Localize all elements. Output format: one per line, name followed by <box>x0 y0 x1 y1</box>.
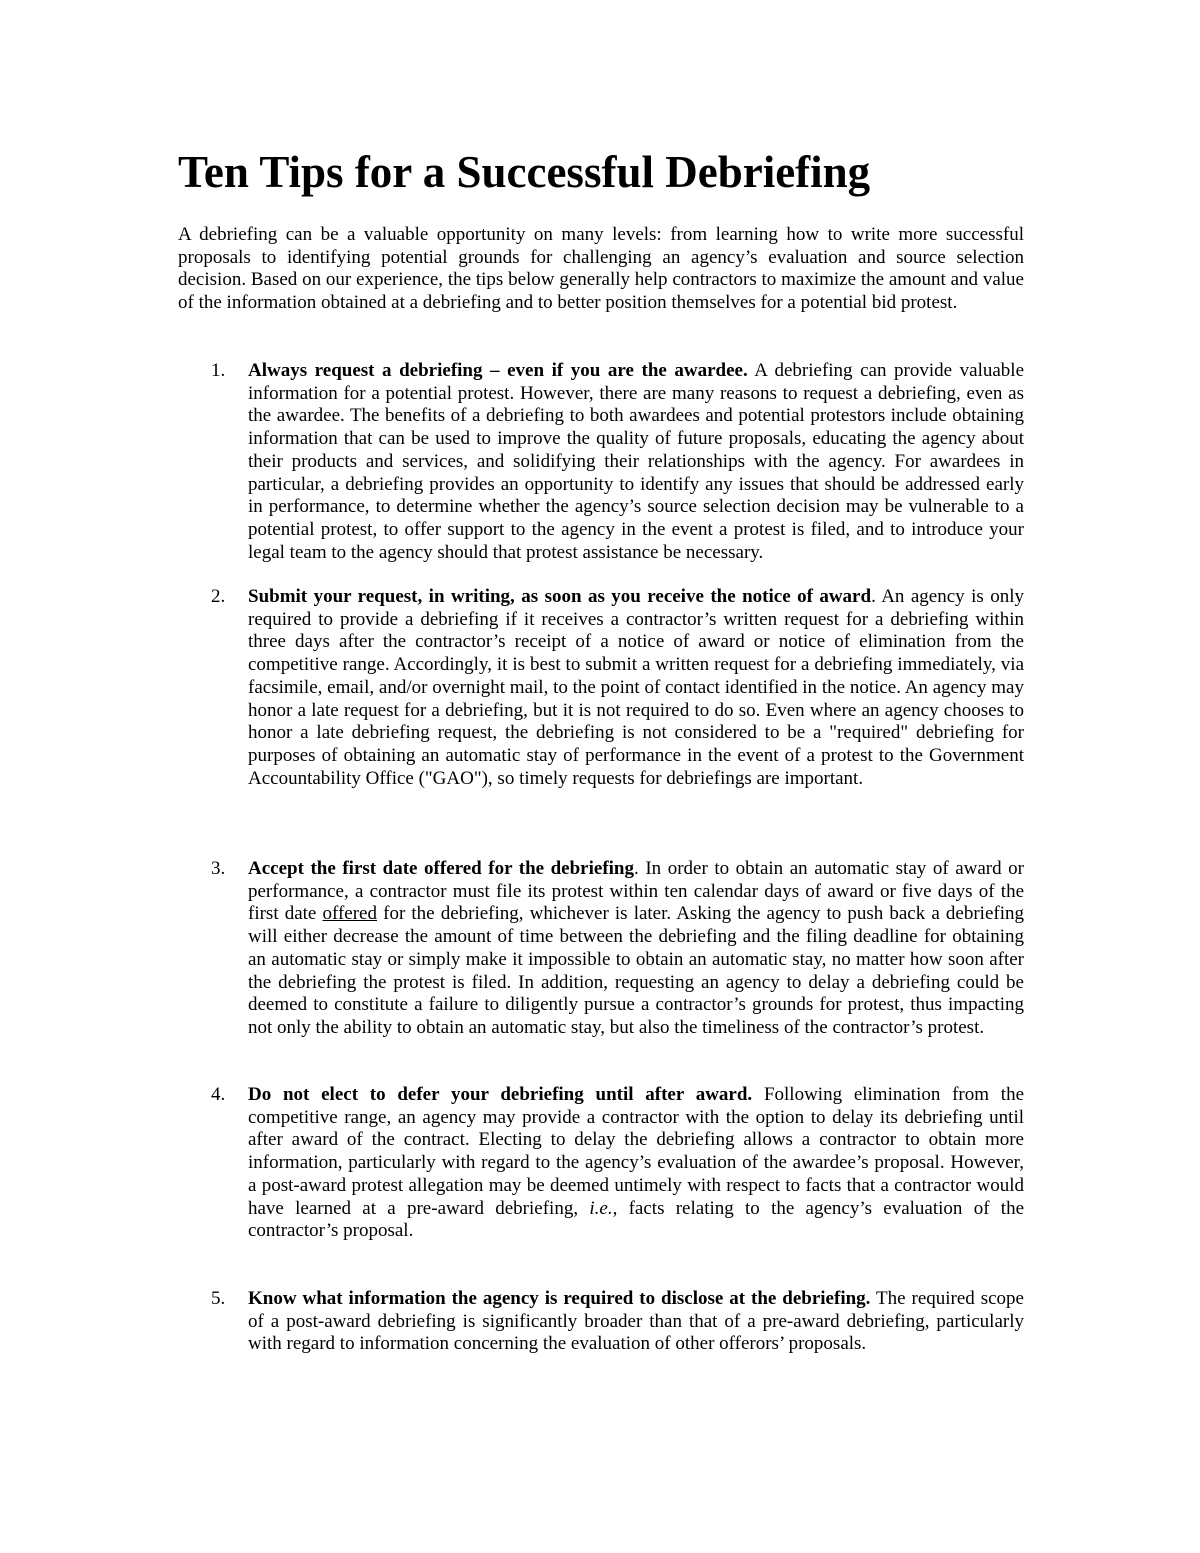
tip-heading: Always request a debriefing – even if you are the awardee. <box>248 360 748 381</box>
tip-item-2 <box>211 586 1024 790</box>
tip-body: . An agency is only required to provide a debriefing if it receives a contractor’s written request for a debriefing within three days after the contractor’s receipt of a notice of award or notice of elimination from the competitive range. Accordingly, it is best to submit a written request for a debriefing immediately, via facsimile, email, and/or overnight mail, to the point of contact identified in the notice. An agency may honor a late request for a debriefing, but it is not required to do so. Even where an agency chooses to honor a late debriefing request, the debriefing is not considered to be a "required" debriefing for purposes of obtaining an automatic stay of performance in the event of a protest to the Government Accountability Office ("GAO"), so timely requests for debriefings are important. <box>248 586 1024 789</box>
tip-number: 1. <box>211 360 226 381</box>
tip-body-end: for the debriefing, whichever is later. Asking the agency to push back a debriefing will either decrease the amount of time between the debriefing and the filing deadline for obtaining an automatic stay or simply make it impossible to obtain an automatic stay, no matter how soon after the debriefing the protest is filed. In addition, requesting an agency to delay a debriefing could be deemed to constitute a failure to diligently pursue a contractor’s grounds for protest, thus impacting not only the ability to obtain an automatic stay, but also the timeliness of the contractor’s protest. <box>248 903 1024 1038</box>
tip-body-start: Following elimination from the competitive range, an agency may provide a contractor with the option to delay its debriefing until after award of the contract. Electing to delay the debriefing allows a contractor to obtain more information, particularly with regard to the agency’s evaluation of the awardee’s proposal. However, a post-award protest allegation may be deemed untimely with respect to facts that a contractor would have learned at a pre-award debriefing, <box>248 1084 1025 1219</box>
tip-heading: Submit your request, in writing, as soon as you receive the notice of award <box>248 586 872 607</box>
tip-heading: Know what information the agency is required to disclose at the debriefing. <box>248 1288 871 1309</box>
intro-paragraph: A debriefing can be a valuable opportunity on many levels: from learning how to write more successful proposals to identifying potential grounds for challenging an agency’s evaluation and source selection decision. Based on our experience, the tips below generally help contractors to maximize the amount and value of the information obtained at a debriefing and to better position themselves for a potential bid protest. <box>178 224 1024 314</box>
tip-item-4 <box>211 1084 1025 1243</box>
tip-number: 4. <box>211 1084 226 1105</box>
tip-item-5 <box>211 1288 1024 1356</box>
tip-number: 3. <box>211 858 226 879</box>
document-title: Ten Tips for a Successful Debriefing <box>178 147 871 197</box>
tip-body-end: , facts relating to the agency’s evaluation of the contractor’s proposal. <box>248 1197 1024 1242</box>
italic-abbreviation: i.e. <box>589 1197 613 1219</box>
tip-item-3 <box>211 858 1024 1040</box>
tip-body: A debriefing can provide valuable information for a potential protest. However, there are many reasons to request a debriefing, even as the awardee. The benefits of a debriefing to both awardees and potential protestors include obtaining information that can be used to improve the quality of future proposals, educating the agency about their products and services, and solidifying their relationships with the agency. For awardees in particular, a debriefing provides an opportunity to identify any issues that should be addressed early in performance, to determine whether the agency’s source selection decision may be vulnerable to a potential protest, to offer support to the agency in the event a protest is filed, and to introduce your legal team to the agency should that protest assistance be necessary. <box>248 360 1025 563</box>
tip-body: The required scope of a post-award debriefing is significantly broader than that of a pre-award debriefing, particularly with regard to information concerning the evaluation of other offerors’ proposals. <box>248 1288 1024 1355</box>
tip-heading: Do not elect to defer your debriefing until after award. <box>248 1084 753 1105</box>
tip-number: 2. <box>211 586 226 607</box>
tip-number: 5. <box>211 1288 226 1309</box>
tip-body-start: . In order to obtain an automatic stay of award or performance, a contractor must file its protest within ten calendar days of award or five days of the first date <box>248 858 1024 925</box>
tip-heading: Accept the first date offered for the debriefing <box>248 858 635 879</box>
tip-item-1 <box>211 360 1025 564</box>
underlined-word: offered <box>322 903 377 925</box>
